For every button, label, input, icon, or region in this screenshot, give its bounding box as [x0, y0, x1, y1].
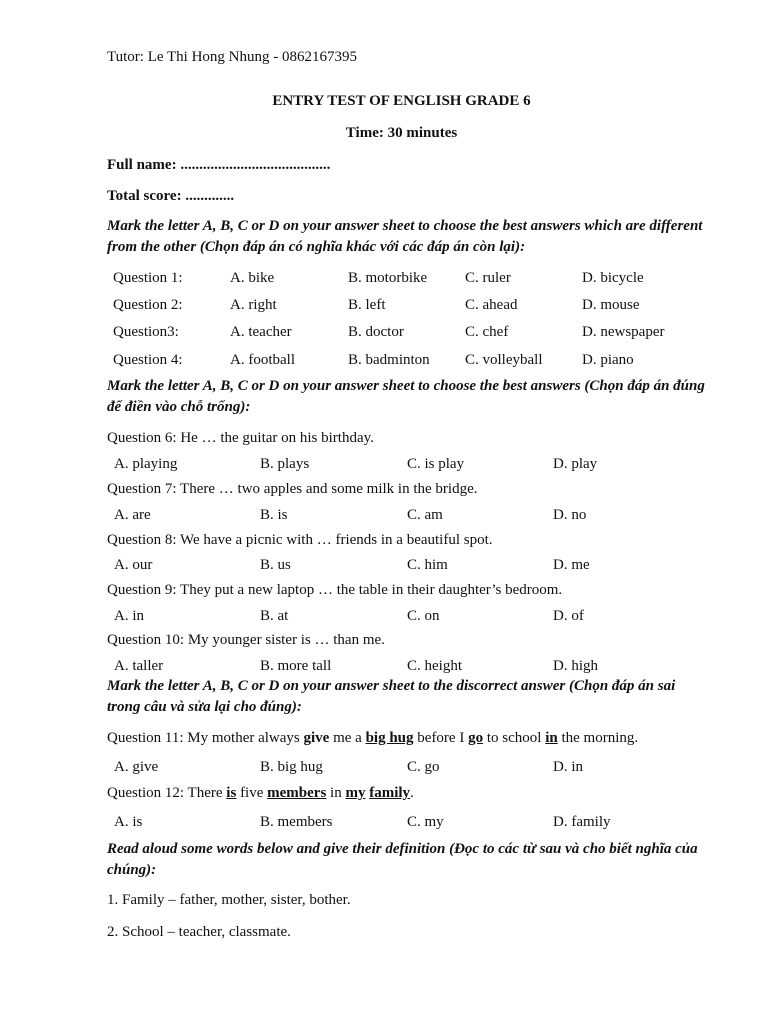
option-a: A. our — [114, 557, 153, 573]
section4-instruction: Read aloud some words below and give their definition (Đọc to các từ sau và cho biết nghĩa của chúng): — [107, 841, 698, 878]
question-text: Question 9: They put a new laptop … the table in their daughter’s bedroom. — [107, 582, 563, 598]
question-label: Question3: — [113, 324, 179, 340]
option-c: C. on — [407, 608, 440, 624]
section1-instruction: Mark the letter A, B, C or D on your answer sheet to choose the best answers which are different from the other (Chọn đáp án có nghĩa khác với các đáp án còn lại): — [107, 218, 703, 255]
option-d: D. in — [553, 759, 583, 775]
page-title: ENTRY TEST OF ENGLISH GRADE 6 — [272, 93, 531, 109]
option-d: D. of — [553, 608, 584, 624]
option-c: C. volleyball — [465, 352, 543, 368]
highlighted-word: big hug — [365, 730, 414, 746]
text-segment: me a — [329, 730, 366, 746]
list-item: 2. School – teacher, classmate. — [107, 924, 291, 940]
option-c: C. chef — [465, 324, 509, 340]
option-c: C. him — [407, 557, 448, 573]
option-b: B. left — [348, 297, 386, 313]
option-a: A. bike — [230, 270, 275, 286]
full-name-field: Full name: ........................................ — [107, 157, 331, 173]
option-d: D. piano — [582, 352, 634, 368]
option-a: A. taller — [114, 658, 164, 674]
question-text: Question 8: We have a picnic with … friends in a beautiful spot. — [107, 532, 493, 548]
highlighted-word: is — [226, 785, 237, 801]
option-a: A. give — [114, 759, 159, 775]
option-a: A. in — [114, 608, 144, 624]
option-c: C. height — [407, 658, 462, 674]
highlighted-word: members — [267, 785, 327, 801]
option-b: B. us — [260, 557, 291, 573]
option-a: A. right — [230, 297, 277, 313]
option-b: B. plays — [260, 456, 310, 472]
option-c: C. am — [407, 507, 443, 523]
option-b: B. motorbike — [348, 270, 428, 286]
text-segment: the morning. — [557, 730, 639, 746]
option-b: B. big hug — [260, 759, 323, 775]
question-text — [107, 783, 414, 803]
text-segment: before I — [413, 730, 469, 746]
option-b: B. doctor — [348, 324, 404, 340]
text-segment: to school — [483, 730, 546, 746]
section3-instruction: Mark the letter A, B, C or D on your answer sheet to the discorrect answer (Chọn đáp án sai trong câu và sửa lại cho đúng): — [107, 678, 676, 715]
time-limit: Time: 30 minutes — [345, 125, 458, 141]
tutor-line: Tutor: Le Thi Hong Nhung - 0862167395 — [107, 49, 358, 65]
text-segment: five — [236, 785, 268, 801]
option-c: C. go — [407, 759, 440, 775]
option-b: B. is — [260, 507, 288, 523]
section2-instruction: Mark the letter A, B, C or D on your answer sheet to choose the best answers (Chọn đáp án đúng để điền vào chỗ trống): — [107, 378, 705, 415]
question-text: Question 10: My younger sister is … than me. — [107, 632, 385, 648]
option-c: C. my — [407, 814, 444, 830]
option-a: A. football — [230, 352, 295, 368]
option-d: D. bicycle — [582, 270, 644, 286]
option-d: D. high — [553, 658, 598, 674]
highlighted-word: give — [303, 730, 330, 746]
option-c: C. ruler — [465, 270, 511, 286]
question-text: Question 6: He … the guitar on his birthday. — [107, 430, 374, 446]
text-segment: . — [410, 785, 414, 801]
highlighted-word: my — [345, 785, 366, 801]
question-label: Question 1: — [113, 270, 183, 286]
option-d: D. newspaper — [582, 324, 665, 340]
question-text: Question 7: There … two apples and some milk in the bridge. — [107, 481, 478, 497]
option-b: B. members — [260, 814, 333, 830]
option-d: D. no — [553, 507, 587, 523]
option-a: A. playing — [114, 456, 178, 472]
question-text — [107, 728, 638, 748]
highlighted-word: in — [545, 730, 558, 746]
option-d: D. play — [553, 456, 598, 472]
option-c: C. is play — [407, 456, 465, 472]
total-score-field: Total score: ............. — [107, 188, 235, 204]
text-segment: Question 11: My mother always — [107, 730, 304, 746]
text-segment: in — [326, 785, 346, 801]
question-label: Question 4: — [113, 352, 183, 368]
text-segment: Question 12: There — [107, 785, 227, 801]
option-b: B. at — [260, 608, 289, 624]
option-d: D. family — [553, 814, 611, 830]
highlighted-word: go — [468, 730, 484, 746]
option-b: B. badminton — [348, 352, 430, 368]
option-a: A. teacher — [230, 324, 292, 340]
question-label: Question 2: — [113, 297, 183, 313]
option-d: D. mouse — [582, 297, 640, 313]
option-b: B. more tall — [260, 658, 332, 674]
highlighted-word: family — [369, 785, 411, 801]
list-item: 1. Family – father, mother, sister, bother. — [107, 892, 351, 908]
option-d: D. me — [553, 557, 590, 573]
option-c: C. ahead — [465, 297, 518, 313]
option-a: A. is — [114, 814, 143, 830]
option-a: A. are — [114, 507, 151, 523]
